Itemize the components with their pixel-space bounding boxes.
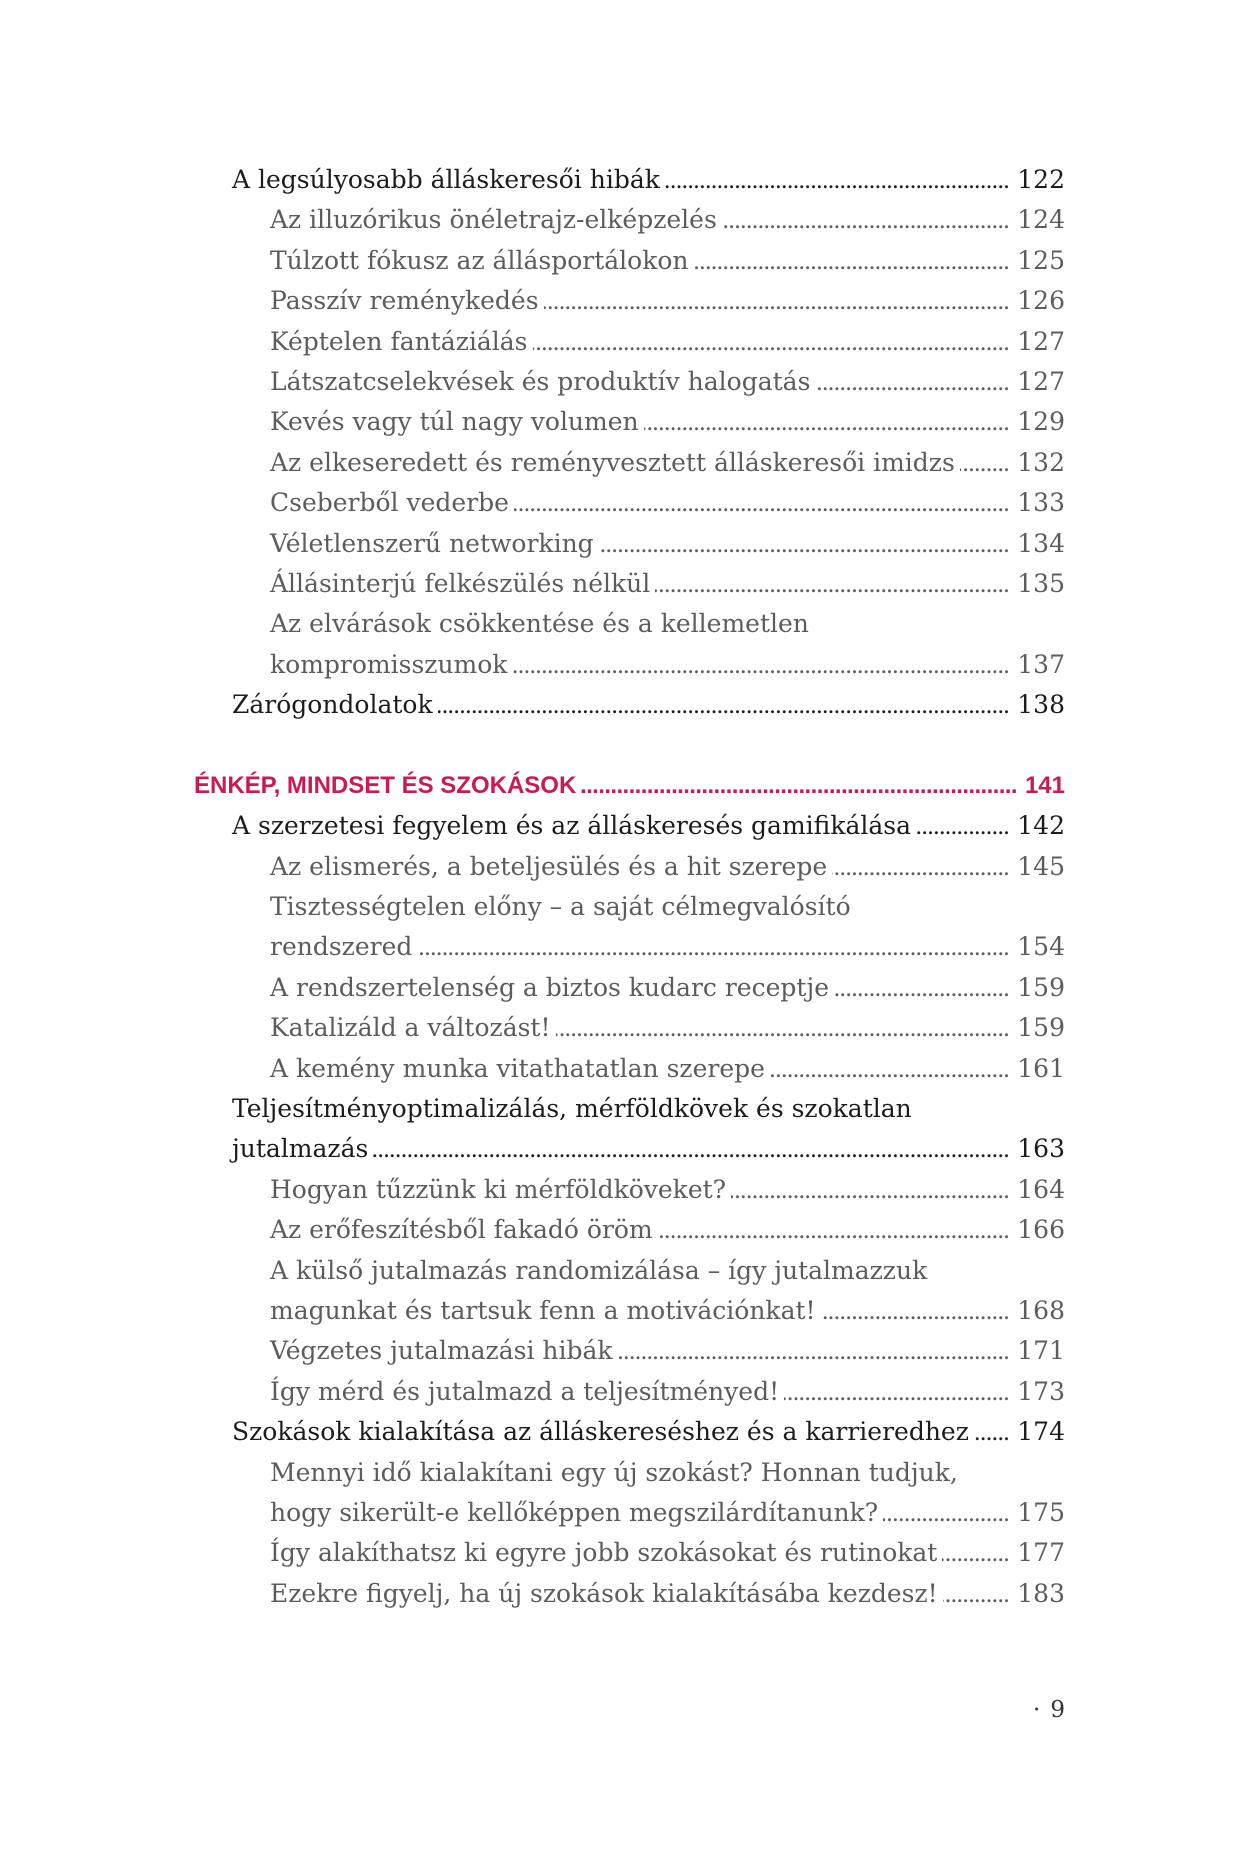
part-page-number: 141 bbox=[1024, 771, 1065, 799]
section-page-number: 168 bbox=[1017, 1295, 1065, 1325]
section-page-number: 124 bbox=[1017, 205, 1065, 235]
section-title: Az illuzórikus önéletrajz-elképzelés bbox=[270, 205, 717, 235]
dot-leader bbox=[821, 1292, 1010, 1332]
chapter-title: A legsúlyosabb álláskeresői hibák bbox=[232, 165, 660, 194]
section-entry-line bbox=[270, 1008, 1065, 1048]
section-entry-line bbox=[270, 1049, 1065, 1089]
dot-leader bbox=[883, 1494, 1009, 1534]
section-entry bbox=[270, 604, 1065, 685]
section-page-number: 126 bbox=[1017, 286, 1065, 316]
chapter-entry-line bbox=[232, 806, 1065, 846]
section-title: Végzetes jutalmazási hibák bbox=[270, 1336, 613, 1366]
section-title: Cseberből vederbe bbox=[270, 488, 509, 518]
chapter-page-number: 138 bbox=[1017, 690, 1065, 720]
section-title: Így alakíthatsz ki egyre jobb szokásokat és rutinokat bbox=[270, 1538, 938, 1568]
section-entry-line bbox=[270, 1574, 1065, 1614]
section-entry bbox=[270, 1008, 1065, 1048]
dot-leader bbox=[644, 403, 1010, 443]
section-page-number: 134 bbox=[1017, 528, 1065, 558]
section-entry-line bbox=[270, 1533, 1065, 1573]
dot-leader bbox=[731, 1171, 1009, 1211]
dot-leader bbox=[665, 161, 1009, 201]
section-entry bbox=[270, 1372, 1065, 1412]
section-page-number: 135 bbox=[1017, 568, 1065, 598]
dot-leader bbox=[618, 1332, 1010, 1372]
section-entry-line bbox=[270, 443, 1065, 483]
section-entry bbox=[270, 968, 1065, 1008]
section-page-number: 171 bbox=[1017, 1336, 1065, 1366]
chapter-entry-line bbox=[232, 1129, 1065, 1169]
chapter-entry-line bbox=[232, 160, 1065, 200]
chapter-entry bbox=[232, 1412, 1065, 1452]
section-entry-line bbox=[270, 1331, 1065, 1371]
chapter-entry-line bbox=[232, 685, 1065, 725]
section-page-number: 154 bbox=[1017, 932, 1065, 962]
table-of-contents bbox=[194, 160, 1065, 1614]
section-entry-line bbox=[270, 968, 1065, 1008]
section-page-number: 129 bbox=[1017, 407, 1065, 437]
section-title: A kemény munka vitathatatlan szerepe bbox=[270, 1053, 765, 1083]
section-entry bbox=[270, 1453, 1065, 1534]
section-entry bbox=[270, 524, 1065, 564]
dot-leader bbox=[722, 201, 1009, 241]
section-entry-line bbox=[270, 1372, 1065, 1412]
dot-leader bbox=[943, 1575, 1010, 1615]
section-title: Képtelen fantáziálás bbox=[270, 326, 528, 356]
chapter-entry-line bbox=[232, 1089, 1065, 1129]
dot-leader bbox=[544, 282, 1010, 322]
dot-leader bbox=[514, 484, 1009, 524]
chapter-title: Teljesítményoptimalizálás, mérföldkövek és szokatlan bbox=[232, 1093, 912, 1123]
section-entry bbox=[270, 847, 1065, 887]
section-entry bbox=[270, 483, 1065, 523]
section-entry bbox=[270, 1210, 1065, 1250]
dot-leader bbox=[834, 969, 1009, 1009]
section-entry bbox=[270, 200, 1065, 240]
section-entry-line bbox=[270, 645, 1065, 685]
section-title: Az erőfeszítésből fakadó öröm bbox=[270, 1215, 653, 1245]
dot-leader bbox=[815, 363, 1009, 403]
section-title: Mennyi idő kialakítani egy új szokást? Honnan tudjuk, bbox=[270, 1457, 958, 1487]
section-title: A külső jutalmazás randomizálása – így jutalmazzuk bbox=[270, 1255, 928, 1285]
dot-leader bbox=[942, 1534, 1009, 1574]
section-title: Kevés vagy túl nagy volumen bbox=[270, 407, 639, 437]
section-entry bbox=[270, 1533, 1065, 1573]
dot-leader bbox=[658, 1211, 1010, 1251]
section-title: Hogyan tűzzünk ki mérföldköveket? bbox=[270, 1174, 727, 1204]
section-title: Látszatcselekvések és produktív halogatás bbox=[270, 366, 811, 396]
section-title: Az elvárások csökkentése és a kellemetlen bbox=[270, 609, 809, 639]
section-title: Így mérd és jutalmazd a teljesítményed! bbox=[270, 1376, 780, 1406]
chapter-entry bbox=[232, 1089, 1065, 1170]
part-title: ÉNKÉP, MINDSET ÉS SZOKÁSOK bbox=[194, 771, 577, 799]
section-page-number: 161 bbox=[1017, 1053, 1065, 1083]
section-entry-line bbox=[270, 524, 1065, 564]
chapter-entry-line bbox=[232, 1412, 1065, 1452]
section-title: Az elismerés, a beteljesülés és a hit szerepe bbox=[270, 851, 828, 881]
section-entry-line bbox=[270, 1291, 1065, 1331]
section-entry-line bbox=[270, 281, 1065, 321]
chapter-page-number: 174 bbox=[1017, 1417, 1065, 1447]
part-entry-line bbox=[194, 766, 1065, 806]
dot-leader bbox=[579, 766, 1017, 806]
section-page-number: 175 bbox=[1017, 1497, 1065, 1527]
section-title: kompromisszumok bbox=[270, 649, 508, 679]
section-entry-line bbox=[270, 483, 1065, 523]
dot-leader bbox=[832, 848, 1009, 888]
section-title: Ezekre figyelj, ha új szokások kialakításába kezdesz! bbox=[270, 1578, 938, 1608]
section-entry-line bbox=[270, 887, 1065, 927]
section-entry-line bbox=[270, 322, 1065, 362]
section-entry bbox=[270, 281, 1065, 321]
chapter-page-number: 163 bbox=[1017, 1134, 1065, 1164]
section-page-number: 177 bbox=[1017, 1538, 1065, 1568]
section-entry-line bbox=[270, 604, 1065, 644]
section-title: magunkat és tartsuk fenn a motivációnkat! bbox=[270, 1295, 816, 1325]
page-footer bbox=[1033, 1690, 1065, 1730]
section-page-number: 159 bbox=[1017, 1013, 1065, 1043]
section-title: Túlzott fókusz az állásportálokon bbox=[270, 245, 689, 275]
section-entry-line bbox=[270, 402, 1065, 442]
section-page-number: 132 bbox=[1017, 447, 1065, 477]
dot-leader bbox=[556, 1009, 1010, 1049]
section-page-number: 173 bbox=[1017, 1376, 1065, 1406]
dot-leader bbox=[438, 686, 1010, 726]
chapter-title: Szokások kialakítása az álláskereséshez és a karrieredhez bbox=[232, 1417, 969, 1447]
chapter-page-number: 122 bbox=[1017, 165, 1065, 194]
section-title: A rendszertelenség a biztos kudarc receptje bbox=[270, 972, 829, 1002]
section-entry bbox=[270, 443, 1065, 483]
section-entry bbox=[270, 362, 1065, 402]
section-page-number: 127 bbox=[1017, 326, 1065, 356]
section-entry bbox=[270, 1574, 1065, 1614]
chapter-entry bbox=[232, 685, 1065, 725]
section-page-number: 125 bbox=[1017, 245, 1065, 275]
section-entry bbox=[270, 322, 1065, 362]
section-entry bbox=[270, 1251, 1065, 1332]
section-entry-line bbox=[270, 1251, 1065, 1291]
dot-leader bbox=[599, 525, 1010, 565]
section-entry-line bbox=[270, 1453, 1065, 1493]
section-entry-line bbox=[270, 362, 1065, 402]
dot-leader bbox=[694, 242, 1010, 282]
section-entry-line bbox=[270, 200, 1065, 240]
section-entry bbox=[270, 1170, 1065, 1210]
chapter-title: Zárógondolatok bbox=[232, 690, 433, 720]
section-page-number: 133 bbox=[1017, 488, 1065, 518]
dot-leader bbox=[974, 1413, 1009, 1453]
chapter-title: A szerzetesi fegyelem és az álláskeresés gamifikálása bbox=[232, 811, 912, 841]
part-entry bbox=[194, 766, 1065, 806]
chapter-entry bbox=[232, 806, 1065, 846]
section-page-number: 159 bbox=[1017, 972, 1065, 1002]
dot-leader bbox=[417, 928, 1009, 968]
section-entry-line bbox=[270, 241, 1065, 281]
chapter-title: jutalmazás bbox=[232, 1134, 369, 1164]
section-title: Tisztességtelen előny – a saját célmegvalósító bbox=[270, 892, 851, 922]
dot-leader bbox=[512, 646, 1009, 686]
page-number: 9 bbox=[1050, 1697, 1065, 1723]
section-entry bbox=[270, 564, 1065, 604]
section-title: Katalizáld a változást! bbox=[270, 1013, 551, 1043]
dot-leader bbox=[655, 565, 1009, 605]
section-entry-line bbox=[270, 927, 1065, 967]
section-page-number: 137 bbox=[1017, 649, 1065, 679]
section-entry bbox=[270, 887, 1065, 968]
section-entry bbox=[270, 1331, 1065, 1371]
dot-leader bbox=[373, 1130, 1009, 1170]
section-entry-line bbox=[270, 847, 1065, 887]
section-page-number: 145 bbox=[1017, 851, 1065, 881]
chapter-page-number: 142 bbox=[1017, 811, 1065, 841]
section-title: Passzív reménykedés bbox=[270, 286, 539, 316]
dot-leader bbox=[533, 323, 1010, 363]
section-entry-line bbox=[270, 1170, 1065, 1210]
section-title: hogy sikerült-e kellőképpen megszilárdítanunk? bbox=[270, 1497, 879, 1527]
section-entry bbox=[270, 402, 1065, 442]
section-entry bbox=[270, 1049, 1065, 1089]
section-page-number: 127 bbox=[1017, 366, 1065, 396]
section-title: Az elkeseredett és reményvesztett álláskeresői imidzs bbox=[270, 447, 955, 477]
chapter-entry bbox=[232, 160, 1065, 200]
section-title: rendszered bbox=[270, 932, 413, 962]
dot-leader bbox=[916, 807, 1009, 847]
section-page-number: 183 bbox=[1017, 1578, 1065, 1608]
dot-leader bbox=[960, 444, 1009, 484]
dot-leader bbox=[770, 1050, 1009, 1090]
section-entry-line bbox=[270, 1210, 1065, 1250]
section-entry-line bbox=[270, 1493, 1065, 1533]
section-page-number: 164 bbox=[1017, 1174, 1065, 1204]
section-page-number: 166 bbox=[1017, 1215, 1065, 1245]
section-title: Állásinterjú felkészülés nélkül bbox=[270, 568, 651, 598]
section-entry-line bbox=[270, 564, 1065, 604]
section-entry bbox=[270, 241, 1065, 281]
dot-leader bbox=[784, 1373, 1009, 1413]
page-number-bullet: · bbox=[1033, 1697, 1041, 1723]
section-title: Véletlenszerű networking bbox=[270, 528, 594, 558]
